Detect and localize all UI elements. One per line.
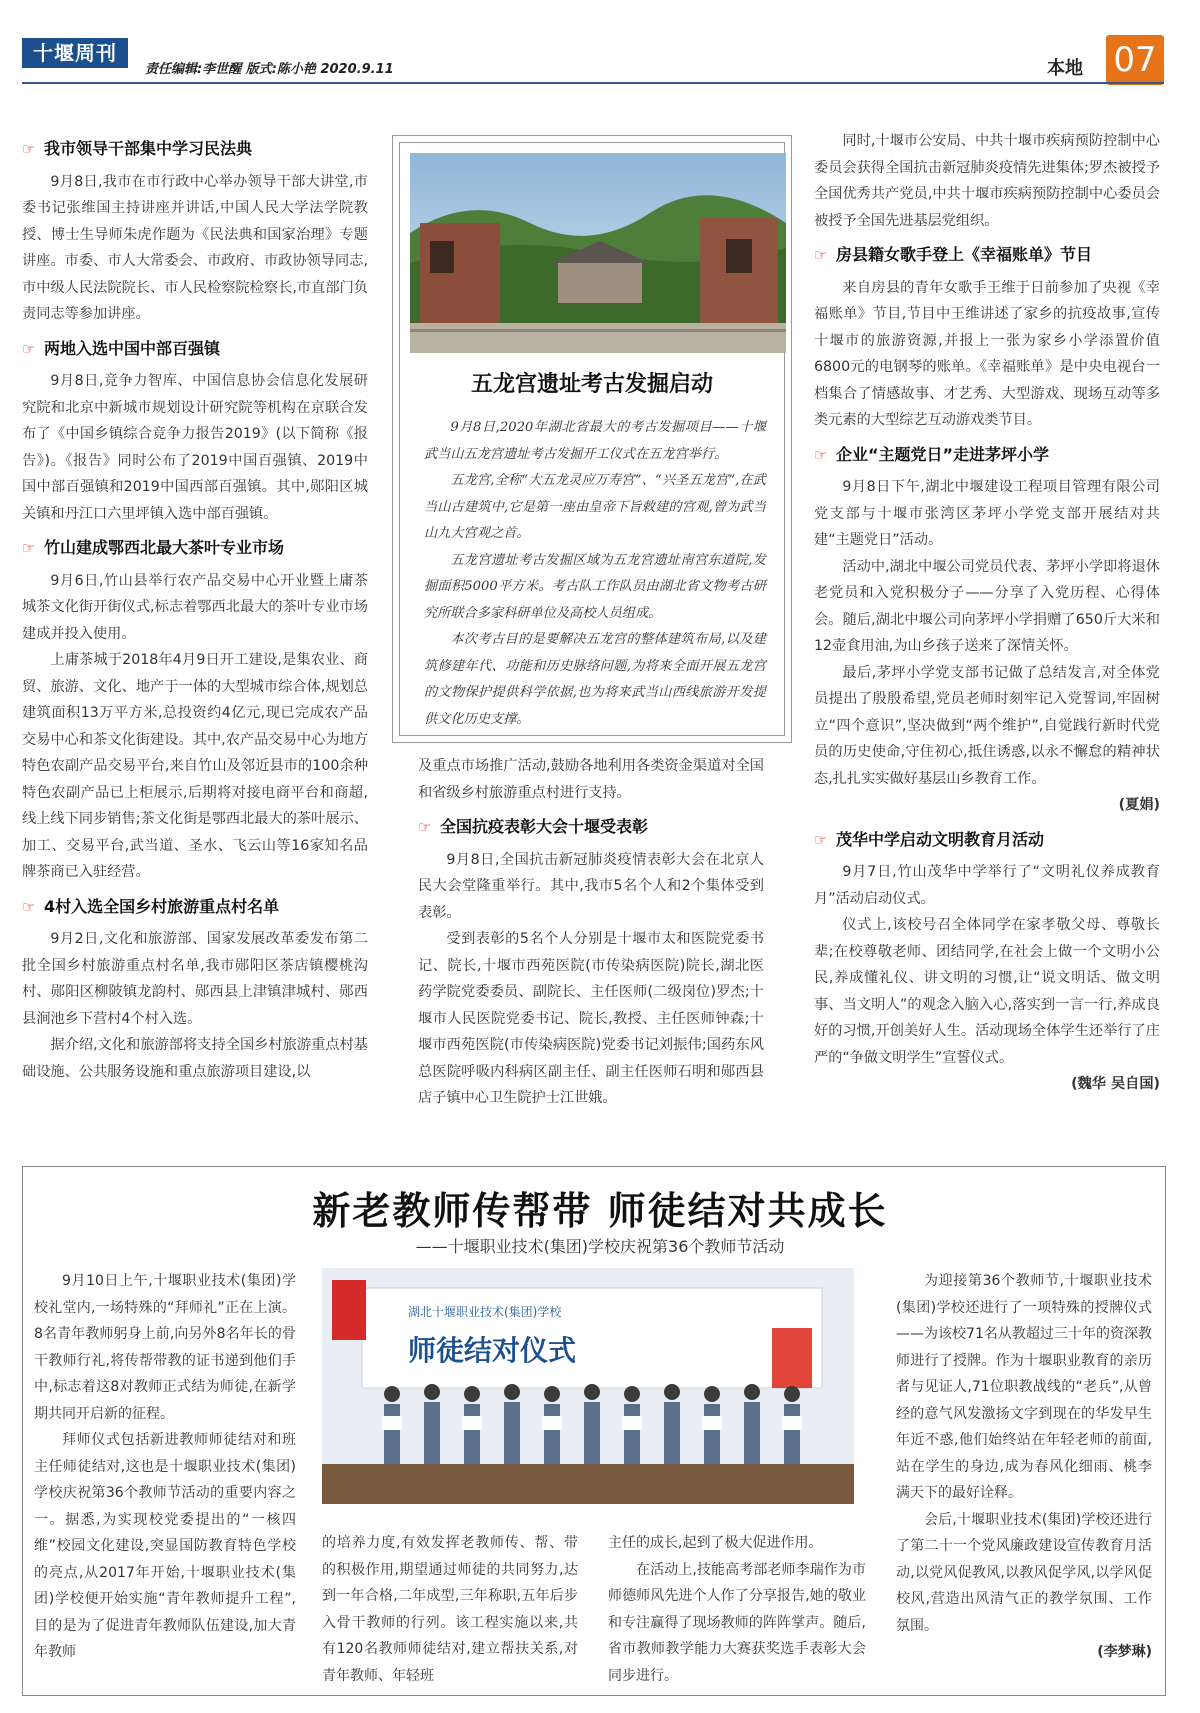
paragraph: 9月10日上午,十堰职业技术(集团)学校礼堂内,一场特殊的“拜师礼”正在上演。8名青年教师躬身上前,向另外8名年长的骨干教师行礼,将传帮带教的证书递到他们手中,标志着这8对教师正式结为师徒,在新学期共同开启新的征程。 [34, 1273, 296, 1422]
pointing-hand-icon: ☞ [22, 539, 36, 557]
paragraph: 本次考古目的是要解决五龙宫的整体建筑布局,以及建筑修建年代、功能和历史脉络问题,为将来全面开展五龙宫的文物保护提供科学依据,也为将来武当山西线旅游开发提供文化历史支撑。 [424, 632, 766, 727]
page-number: 07 [1106, 35, 1164, 85]
headline-singer: ☞ 房县籍女歌手登上《幸福账单》节目 [814, 242, 1160, 269]
paragraph: 会后,十堰职业技术(集团)学校还进行了第二十一个党风廉政建设宣传教育月活动,以党风促教风,以教风促学风,以学风促校风,营造出风清气正的教学氛围、工作氛围。 [896, 1511, 1152, 1634]
paragraph: 9月6日,竹山县举行农产品交易中心开业暨上庸茶城茶文化街开街仪式,标志着鄂西北最大的茶叶专业市场建成并投入使用。 [22, 572, 368, 642]
paragraph: 为迎接第36个教师节,十堰职业技术(集团)学校还进行了一项特殊的授牌仪式——为该校71名从教超过三十年的资深教师进行了授牌。作为十堰职业教育的亲历者与见证人,71位职教战线的“老兵”,从曾经的意气风发激扬文字到现在的华发早生年近不惑,他们始终站在年轻老师的前面,站在学生的身边,成为春风化细雨、桃李满天下的最好诠释。 [896, 1273, 1152, 1501]
header-rule [22, 82, 1164, 84]
section-label: 本地 [1047, 58, 1083, 79]
paragraph: 受到表彰的5名个人分别是十堰市太和医院党委书记、院长,十堰市西苑医院(市传染病医院)院长,湖北医药学院党委委员、副院长、主任医师(二级岗位)罗杰;十堰市人民医院党委书记、院长,教授、主任医师钟森;十堰市西苑医院(市传染病医院)党委书记刘振伟;国药东风总医院呼吸内科病区副主任、副主任医师石明和郧西县店子镇中心卫生院护士江世娥。 [418, 931, 764, 1106]
pointing-hand-icon: ☞ [22, 140, 36, 158]
box-body [424, 415, 766, 733]
feature-headline: 新老教师传帮带 师徒结对共成长 [312, 1188, 888, 1233]
feature-column-4 [896, 1268, 1152, 1666]
boxed-article [392, 135, 792, 743]
byline: (夏娟) [1118, 797, 1160, 813]
headline-anti-epidemic: ☞ 全国抗疫表彰大会十堰受表彰 [418, 814, 764, 841]
paragraph: 来自房县的青年女歌手王维于日前参加了央视《幸福账单》节目,节目中王维讲述了家乡的抗疫故事,宣传十堰市的旅游资源,并报上一张为家乡小学添置价值6800元的电钢琴的账单。《幸福账单》是中央电视台一档集合了情感故事、才艺秀、大型游戏、现场互动等多类元素的大型综艺互动游戏类节目。 [814, 279, 1160, 428]
column-3 [814, 128, 1160, 1098]
paragraph: 据介绍,文化和旅游部将支持全国乡村旅游重点村基础设施、公共服务设施和重点旅游项目建设,以 [22, 1037, 368, 1080]
byline: (魏华 吴自国) [1071, 1076, 1160, 1092]
feature-subtitle: ——十堰职业技术(集团)学校庆祝第36个教师节活动 [415, 1237, 785, 1256]
paragraph: 9月8日,我市在市行政中心举办领导干部大讲堂,市委书记张维国主持讲座并讲话,中国人民大学法学院教授、博士生导师朱虎作题为《民法典和国家治理》专题讲座。市委、市人大常委会、市政府、市政协领导同志,市中级人民法院院长、市人民检察院检察长,市直部门负责同志等参加讲座。 [22, 173, 368, 322]
paragraph: 9月8日,全国抗击新冠肺炎疫情表彰大会在北京人民大会堂隆重举行。其中,我市5名个人和2个集体受到表彰。 [418, 851, 764, 921]
headline-party-day: ☞ 企业“主题党日”走进茅坪小学 [814, 442, 1160, 469]
paragraph: 主任的成长,起到了极大促进作用。 [608, 1535, 823, 1551]
ceremony-illustration [322, 1268, 854, 1504]
pointing-hand-icon: ☞ [814, 246, 828, 264]
newspaper-logo: 十堰周刊 [22, 38, 128, 68]
paragraph: 及重点市场推广活动,鼓励各地利用各类资金渠道对全国和省级乡村旅游重点村进行支持。 [418, 758, 764, 801]
paragraph: 9月7日,竹山茂华中学举行了“文明礼仪养成教育月”活动启动仪式。 [814, 864, 1160, 907]
ceremony-photo [322, 1268, 854, 1504]
headline-civil-code: ☞ 我市领导干部集中学习民法典 [22, 136, 368, 163]
paragraph: 的培养力度,有效发挥老教师传、帮、带的积极作用,期望通过师徒的共同努力,达到一年合格,二年成型,三年称职,五年后步入骨干教师的行列。该工程实施以来,共有120名教师师徒结对,建立帮扶关系,对青年教师、年轻班 [322, 1535, 578, 1684]
pointing-hand-icon: ☞ [418, 818, 432, 836]
column-1 [22, 128, 368, 1085]
banner-title-text: 师徒结对仪式 [408, 1334, 577, 1367]
paragraph: 活动中,湖北中堰公司党员代表、茅坪小学即将退休老党员和入党积极分子——分享了入党历程、心得体会。随后,湖北中堰公司向茅坪小学捐赠了650斤大米和12壶食用油,为山乡孩子送来了深情关怀。 [814, 558, 1160, 654]
paragraph: 上庸茶城于2018年4月9日开工建设,是集农业、商贸、旅游、文化、地产于一体的大型城市综合体,规划总建筑面积13万平方米,总投资约4亿元,现已完成农产品交易中心和茶文化街建设。其中,农产品交易中心为地方特色农副产品交易平台,来自竹山及邻近县市的100余种特色农副产品已上柜展示,后期将对接电商平台和商超,线上线下同步销售;茶文化街是鄂西北最大的茶叶展示、加工、交易平台,武当道、圣水、飞云山等16家知名品牌茶商已入驻经营。 [22, 652, 368, 880]
paragraph: 9月2日,文化和旅游部、国家发展改革委发布第二批全国乡村旅游重点村名单,我市郧阳区茶店镇樱桃沟村、郧阳区柳陂镇龙韵村、郧西县上津镇津城村、郧西县涧池乡下营村4个村入选。 [22, 931, 368, 1027]
ruins-illustration [410, 153, 786, 353]
pointing-hand-icon: ☞ [22, 339, 36, 358]
headline-top-towns: ☞ 两地入选中国中部百强镇 [22, 336, 368, 363]
paragraph: 仪式上,该校号召全体同学在家孝敬父母、尊敬长辈;在校尊敬老师、团结同学,在社会上做一个文明小公民,养成懂礼仪、讲文明的习惯,让“说文明话、做文明事、当文明人”的观念入脑入心,落实到一言一行,养成良好的习惯,开创美好人生。活动现场全体学生还举行了庄严的“争做文明学生”宣誓仪式。 [814, 917, 1160, 1066]
paragraph: 拜师仪式包括新进教师师徒结对和班主任师徒结对,这也是十堰职业技术(集团)学校庆祝第36个教师节活动的重要内容之一。据悉,为实现校党委提出的“一核四维”校园文化建设,突显国防教育特色学校的亮点,从2017年开始,十堰职业技术(集团)学校便开始实施“青年教师提升工程”,目的是为了促进青年教师队伍建设,加大青年教师 [34, 1432, 296, 1660]
editor-credits: 责任编辑:李世醒 版式:陈小艳 2020.9.11 [145, 62, 394, 77]
headline-tea-market: ☞ 竹山建成鄂西北最大茶叶专业市场 [22, 535, 368, 562]
byline: (李梦琳) [1097, 1644, 1152, 1660]
paragraph: 9月8日,2020年湖北省最大的考古发掘项目——十堰武当山五龙宫遗址考古发掘开工仪式在五龙宫举行。 [424, 420, 766, 462]
headline-civility-month: ☞ 茂华中学启动文明教育月活动 [814, 827, 1160, 854]
paragraph: 在活动上,技能高考部老师李瑞作为市师德师风先进个人作了分享报告,她的敬业和专注赢得了现场教师的阵阵掌声。随后,省市教师教学能力大赛获奖选手表彰大会同步进行。 [608, 1561, 866, 1684]
column-2 [418, 753, 764, 1112]
pointing-hand-icon: ☞ [22, 897, 36, 916]
banner-school-text: 湖北十堰职业技术(集团)学校 [408, 1305, 562, 1319]
feature-column-2 [322, 1530, 578, 1689]
paragraph: 同时,十堰市公安局、中共十堰市疾病预防控制中心委员会获得全国抗击新冠肺炎疫情先进集体;罗杰被授予全国优秀共产党员,中共十堰市疾病预防控制中心委员会被授予全国先进基层党组织。 [814, 133, 1160, 229]
paragraph: 最后,茅坪小学党支部书记做了总结发言,对全体党员提出了殷殷希望,党员老师时刻牢记入党誓词,牢固树立“四个意识”,坚决做到“两个维护”,自觉践行新时代党员的历史使命,守住初心,抵住诱惑,以永不懈怠的精神状态,扎扎实实做好基层山乡教育工作。 [814, 664, 1160, 787]
wulong-palace-photo [410, 153, 786, 353]
box-headline: 五龙宫遗址考古发掘启动 [470, 371, 713, 397]
pointing-hand-icon: ☞ [814, 445, 828, 464]
paragraph: 五龙宫,全称“大五龙灵应万寿宫”、“兴圣五龙宫”,在武当山古建筑中,它是第一座由皇帝下旨敕建的宫观,曾为武当山九大宫观之首。 [424, 473, 766, 541]
pointing-hand-icon: ☞ [814, 830, 828, 849]
headline-tourism-villages: ☞ 4村入选全国乡村旅游重点村名单 [22, 894, 368, 921]
feature-column-1 [34, 1268, 296, 1666]
paragraph: 9月8日,竞争力智库、中国信息协会信息化发展研究院和北京中新城市规划设计研究院等机构在京联合发布了《中国乡镇综合竞争力报告2019》(以下简称《报告》)。《报告》同时公布了2019中国百强镇、2019中国中部百强镇和2019中国西部百强镇。其中,郧阳区城关镇和丹江口六里坪镇入选中部百强镇。 [22, 373, 368, 522]
paragraph: 9月8日下午,湖北中堰建设工程项目管理有限公司党支部与十堰市张湾区茅坪小学党支部开展结对共建“主题党日”活动。 [814, 479, 1160, 548]
feature-column-3 [608, 1530, 866, 1689]
paragraph: 五龙宫遗址考古发掘区域为五龙宫遗址南宫东道院,发掘面积5000平方米。考古队工作队员由湖北省文物考古研究所联合多家科研单位及高校人员组成。 [424, 552, 766, 621]
